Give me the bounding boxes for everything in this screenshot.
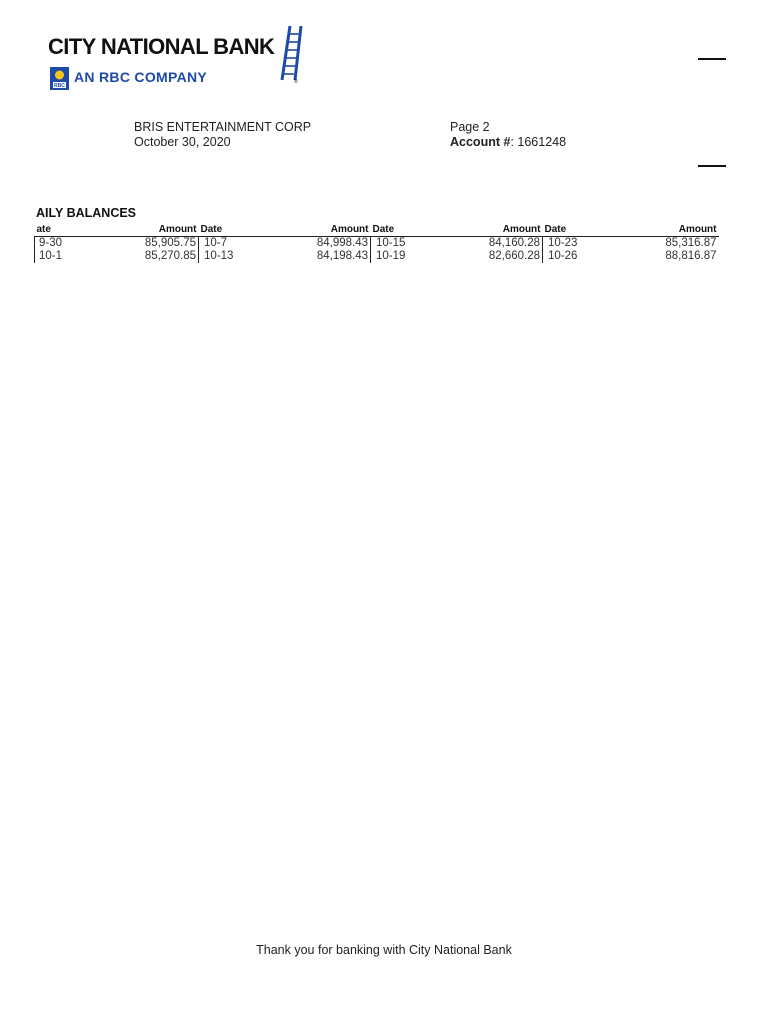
balance-amount: 84,198.43 <box>316 250 368 262</box>
fold-mark-top <box>698 58 726 60</box>
balance-date: 10-13 <box>199 250 247 263</box>
balance-date: 10-26 <box>543 250 591 263</box>
balance-amount: 85,270.85 <box>144 250 196 262</box>
balance-amount: 85,316.87 <box>665 237 717 249</box>
bank-logo-tagline: AN RBC COMPANY <box>74 69 208 85</box>
account-number-line <box>450 135 566 150</box>
registered-mark: ® <box>294 79 298 85</box>
table-header-row <box>35 223 719 237</box>
company-name: BRIS ENTERTAINMENT CORP <box>134 120 312 134</box>
balance-amount: 84,160.28 <box>488 237 540 249</box>
ladder-logo-icon <box>276 24 306 82</box>
column-header: Date <box>371 223 419 237</box>
column-header: ate <box>35 223 79 237</box>
statement-date: October 30, 2020 <box>134 135 231 149</box>
balance-amount: 82,660.28 <box>488 250 540 262</box>
column-header: Date <box>199 223 247 237</box>
balance-amount: 88,816.87 <box>665 250 717 262</box>
column-header: Amount <box>79 223 199 237</box>
balance-date: 10-7 <box>199 237 247 251</box>
balance-date: 10-1 <box>35 250 79 263</box>
column-header: Date <box>543 223 591 237</box>
daily-balances-title: AILY BALANCES <box>36 206 137 220</box>
balance-date: 10-23 <box>543 237 591 251</box>
rbc-shield-icon <box>50 67 69 90</box>
table-row <box>35 237 719 251</box>
bank-logo-wordmark: CITY NATIONAL BANK <box>48 34 275 59</box>
page-number: Page 2 <box>450 120 490 134</box>
balance-date: 10-15 <box>371 237 419 251</box>
account-number: : 1661248 <box>510 135 567 149</box>
column-header: Amount <box>591 223 719 237</box>
table-row <box>35 250 719 263</box>
footer-thank-you: Thank you for banking with City National Bank <box>256 943 512 957</box>
balance-amount: 84,998.43 <box>316 237 368 249</box>
account-label: Account # <box>450 135 511 149</box>
column-header: Amount <box>247 223 371 237</box>
column-header: Amount <box>419 223 543 237</box>
balance-date: 10-19 <box>371 250 419 263</box>
balance-amount: 85,905.75 <box>144 237 196 249</box>
fold-mark-bottom <box>698 165 726 167</box>
daily-balances-table <box>34 223 719 263</box>
balance-date: 9-30 <box>35 237 79 251</box>
svg-text:RBC: RBC <box>54 83 65 89</box>
